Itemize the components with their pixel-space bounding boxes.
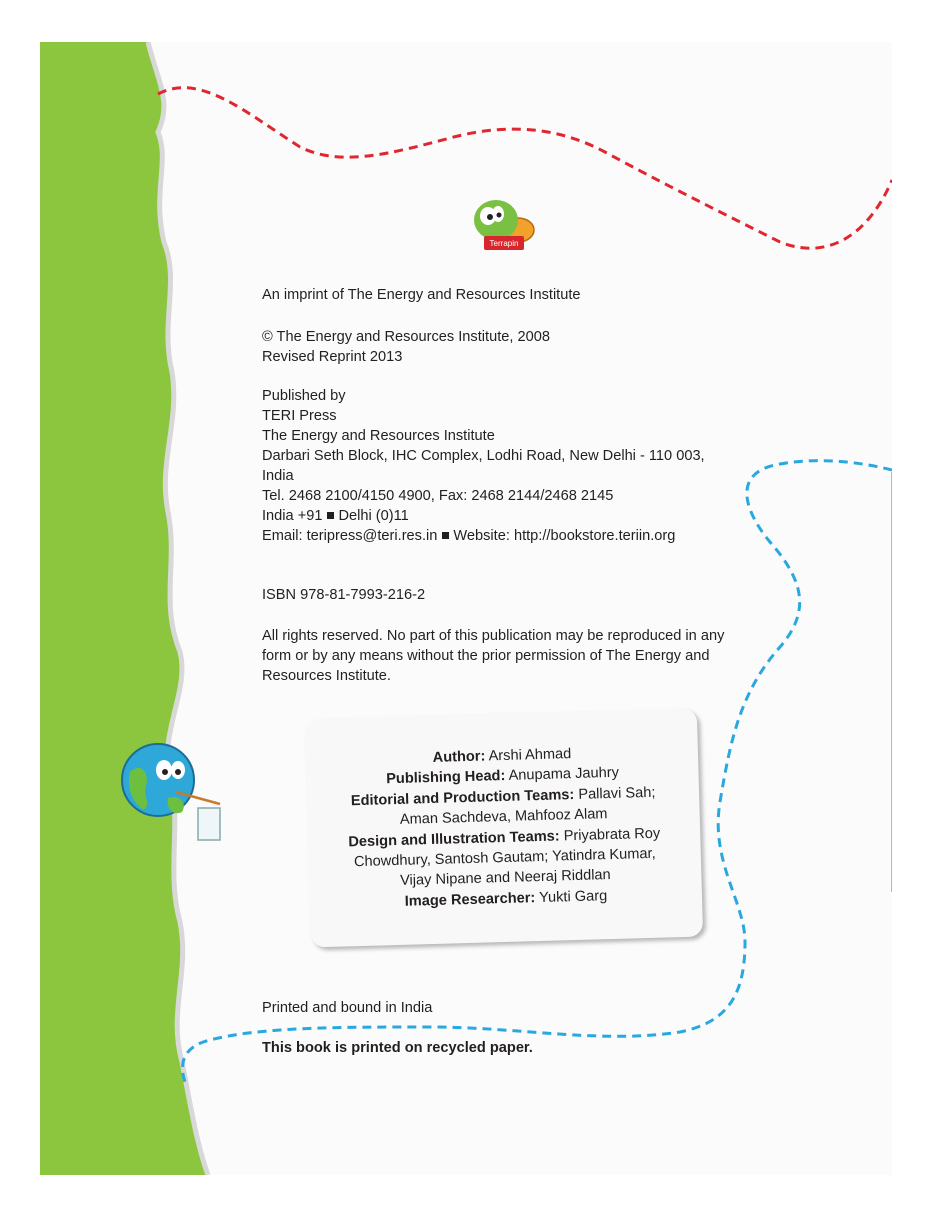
- credit-design-value-1: Priyabrata Roy: [563, 825, 661, 844]
- credits-list: [306, 741, 702, 915]
- imprint-line: [262, 285, 581, 305]
- publisher-block: [262, 386, 705, 546]
- page-decoration: [40, 42, 892, 1175]
- imprint-text: An imprint of The Energy and Resources Institute: [262, 287, 581, 303]
- credit-image-label: Image Researcher:: [404, 890, 536, 910]
- isbn-line: [262, 585, 425, 605]
- publisher-email: Email: teripress@teri.res.in: [262, 528, 438, 544]
- credit-editorial-cont: Aman Sachdeva, Mahfooz Alam: [399, 806, 608, 829]
- dial-code-india: India +91: [262, 508, 323, 524]
- dial-code-delhi: Delhi (0)11: [338, 508, 409, 524]
- rights-line-1: All rights reserved. No part of this publication may be reproduced in any: [262, 628, 725, 644]
- credit-editorial-value-1: Pallavi Sah;: [578, 784, 656, 803]
- isbn-text: ISBN 978-81-7993-216-2: [262, 587, 426, 603]
- credit-image-value: Yukti Garg: [538, 887, 608, 906]
- separator-square-icon: [442, 532, 449, 539]
- rights-line-3: Resources Institute.: [262, 668, 391, 684]
- rights-block: [262, 626, 802, 686]
- publisher-address: Darbari Seth Block, IHC Complex, Lodhi Road, New Delhi - 110 003,: [262, 448, 705, 464]
- publisher-country: India: [262, 468, 294, 484]
- credit-design-cont-1: Chowdhury, Santosh Gautam; Yatindra Kumar,: [353, 845, 656, 871]
- credit-editorial-label: Editorial and Production Teams:: [350, 786, 575, 810]
- credits-card: [305, 709, 703, 948]
- publisher-website: Website: http://bookstore.teriin.org: [453, 528, 676, 544]
- separator-square-icon: [327, 512, 334, 519]
- credit-head-value: Anupama Jauhry: [508, 765, 620, 785]
- reprint-line: Revised Reprint 2013: [262, 349, 403, 365]
- publisher-name: TERI Press: [262, 408, 337, 424]
- publisher-phone: Tel. 2468 2100/4150 4900, Fax: 2468 2144/2468 2145: [262, 488, 614, 504]
- publisher-org: The Energy and Resources Institute: [262, 428, 495, 444]
- published-by-label: Published by: [262, 388, 346, 404]
- dial-codes: [262, 506, 705, 526]
- rights-line-2: form or by any means without the prior permission of The Energy and: [262, 648, 710, 664]
- globe-mascot-illustration: [116, 742, 236, 862]
- credit-design-label: Design and Illustration Teams:: [348, 828, 560, 850]
- contact-line: [262, 526, 705, 546]
- recycled-line: [262, 1038, 533, 1058]
- logo-lettering: Terrapin: [489, 239, 519, 248]
- copyright-line: © The Energy and Resources Institute, 2008: [262, 329, 550, 345]
- printed-line: [262, 998, 432, 1018]
- credit-author-label: Author:: [432, 748, 486, 766]
- printed-text: Printed and bound in India: [262, 1000, 433, 1016]
- credit-head-label: Publishing Head:: [385, 768, 506, 788]
- copyright-block: [262, 327, 550, 367]
- credit-author-value: Arshi Ahmad: [488, 746, 572, 765]
- book-page: [40, 42, 892, 1175]
- green-torn-strip: [40, 42, 208, 1175]
- credit-design-cont-2: Vijay Nipane and Neeraj Riddlan: [399, 867, 611, 890]
- terrapin-logo: [468, 194, 548, 260]
- recycled-text: This book is printed on recycled paper.: [262, 1040, 533, 1056]
